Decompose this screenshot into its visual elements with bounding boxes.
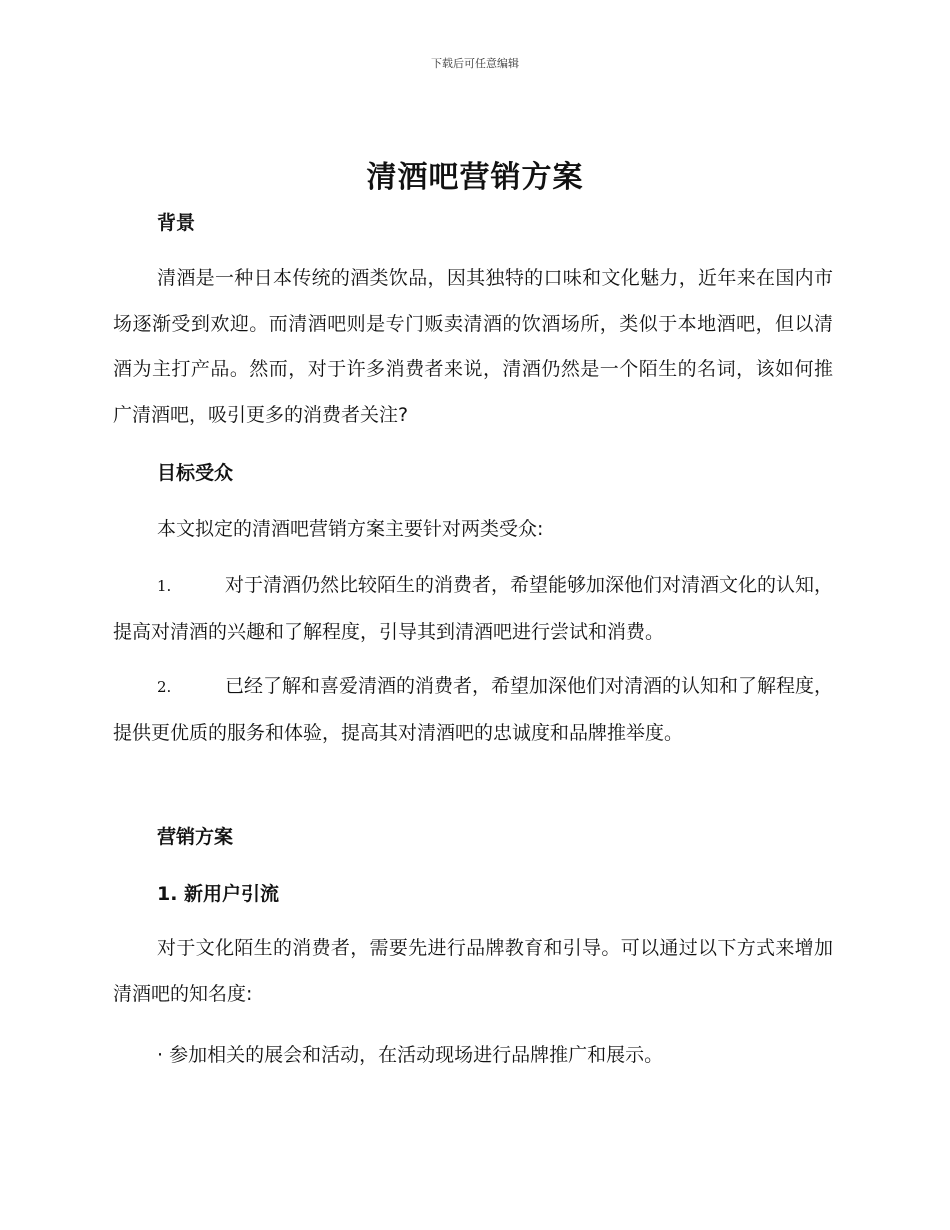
paragraph-new-users: 对于文化陌生的消费者，需要先进行品牌教育和引导。可以通过以下方式来增加清酒吧的知名度: (113, 937, 833, 1005)
paragraph-background: 清酒是一种日本传统的酒类饮品，因其独特的口味和文化魅力，近年来在国内市场逐渐受到欢迎。而清酒吧则是专门贩卖清酒的饮酒场所，类似于本地酒吧，但以清酒为主打产品。然而，对于许多消费者来说，清酒仍然是一个陌生的名词，该如何推广清酒吧，吸引更多的消费者关注? (113, 267, 833, 426)
list-item (113, 664, 833, 756)
bullet-item: · 参加相关的展会和活动，在活动现场进行品牌推广和展示。 (157, 1044, 664, 1066)
list-item-text: 对于清酒仍然比较陌生的消费者，希望能够加深他们对清酒文化的认知，提高对清酒的兴趣和了解程度，引导其到清酒吧进行尝试和消费。 (113, 574, 834, 643)
subsection-heading-new-users: 1. 新用户引流 (157, 883, 280, 905)
section-heading-plan: 营销方案 (157, 826, 234, 848)
header-note: 下载后可任意编辑 (431, 57, 519, 70)
section-heading-background: 背景 (157, 212, 196, 234)
section-heading-audience: 目标受众 (157, 462, 234, 484)
list-item (113, 563, 833, 655)
list-item-text: 已经了解和喜爱清酒的消费者，希望加深他们对清酒的认知和了解程度，提供更优质的服务和体验，提高其对清酒吧的忠诚度和品牌推举度。 (113, 675, 834, 744)
paragraph-audience-intro: 本文拟定的清酒吧营销方案主要针对两类受众: (157, 518, 544, 540)
document-title: 清酒吧营销方案 (366, 160, 584, 195)
list-item-number: 2. (157, 678, 172, 696)
list-item-number: 1. (157, 577, 172, 595)
